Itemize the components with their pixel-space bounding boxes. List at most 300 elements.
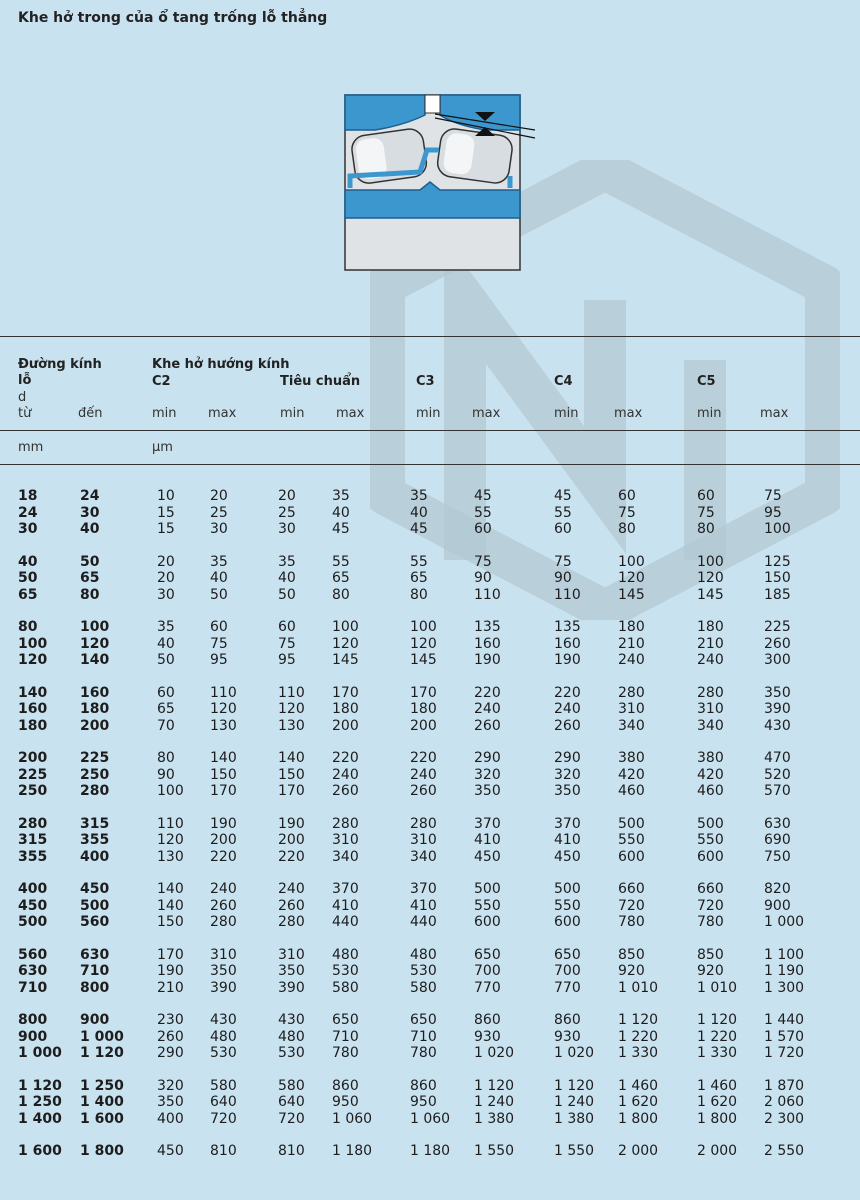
table-cell-c2-min: 110 (157, 815, 184, 832)
table-cell-normal-max: 480 (332, 946, 359, 963)
table-cell-c3-min: 200 (410, 717, 437, 734)
unit-mm: mm (18, 440, 44, 455)
table-cell-c4-min: 1 380 (554, 1110, 595, 1127)
table-cell-c4-min: 290 (554, 750, 581, 766)
table-cell-c5-max: 1 000 (764, 914, 805, 930)
table-cell-c3-min: 80 (410, 586, 428, 603)
table-cell-c5-min: 850 (697, 946, 724, 963)
table-cell-c5-min: 920 (697, 963, 724, 979)
table-cell-c3-max: 860 (474, 1012, 501, 1028)
table-cell-c2-max: 280 (210, 914, 237, 930)
table-cell-c2-max: 810 (210, 1143, 237, 1159)
table-cell-c2-max: 170 (210, 783, 237, 799)
table-cell-c3-max: 700 (474, 963, 501, 979)
table-cell-c2-max: 150 (210, 766, 237, 783)
table-cell-c4-max: 240 (618, 652, 645, 668)
table-cell-c2-max: 200 (210, 832, 237, 848)
group-c5: C5 (697, 374, 716, 389)
table-cell-c4-max: 920 (618, 963, 645, 979)
table-cell-c4-max: 780 (618, 914, 645, 930)
table-cell-c4-max: 145 (618, 586, 645, 603)
table-cell-normal-min: 220 (278, 848, 305, 865)
table-cell-c4-max: 500 (618, 815, 645, 832)
table-cell-c2-max: 75 (210, 635, 228, 652)
table-cell-c4-min: 1 120 (554, 1077, 595, 1094)
table-cell-c3-min: 100 (410, 619, 437, 635)
table-cell-c3-min: 45 (410, 521, 428, 537)
table-cell-c3-min: 780 (410, 1045, 437, 1061)
table-cell-c3-min: 145 (410, 652, 437, 668)
table-cell-c5-max: 430 (764, 717, 791, 734)
table-cell-c3-max: 450 (474, 848, 501, 865)
table-cell-normal-min: 350 (278, 963, 305, 979)
bore-symbol: d (18, 390, 27, 405)
table-cell-normal-max: 180 (332, 701, 359, 717)
table-cell-c4-min: 90 (554, 570, 572, 586)
table-cell-bore-to: 80 (80, 586, 100, 603)
table-cell-c5-min: 550 (697, 832, 724, 848)
table-cell-c4-max: 280 (618, 684, 645, 701)
table-cell-bore-to: 250 (80, 766, 110, 783)
table-cell-c4-min: 500 (554, 881, 581, 897)
table-cell-c4-min: 450 (554, 848, 581, 865)
max-label: max (614, 406, 643, 421)
table-cell-c2-max: 260 (210, 897, 237, 914)
table-cell-bore-from: 315 (18, 832, 48, 848)
table-cell-c2-min: 260 (157, 1028, 184, 1045)
table-cell-c2-min: 150 (157, 914, 184, 930)
table-cell-c4-min: 160 (554, 635, 581, 652)
table-cell-c4-max: 550 (618, 832, 645, 848)
table-cell-bore-to: 225 (80, 750, 110, 766)
table-cell-c2-max: 390 (210, 979, 237, 996)
min-label: min (554, 406, 579, 421)
table-cell-bore-from: 250 (18, 783, 48, 799)
table-cell-c3-min: 310 (410, 832, 437, 848)
table-cell-c2-max: 220 (210, 848, 237, 865)
table-cell-c2-min: 60 (157, 684, 175, 701)
table-cell-c3-min: 260 (410, 783, 437, 799)
min-label: min (416, 406, 441, 421)
table-cell-c5-max: 1 440 (764, 1012, 805, 1028)
table-cell-c5-max: 95 (764, 504, 782, 521)
table-cell-normal-max: 860 (332, 1077, 359, 1094)
table-cell-c5-min: 60 (697, 488, 715, 504)
table-cell-c5-min: 1 800 (697, 1110, 738, 1127)
table-cell-c3-min: 650 (410, 1012, 437, 1028)
table-cell-normal-max: 55 (332, 553, 350, 570)
table-cell-normal-max: 120 (332, 635, 359, 652)
table-cell-c3-max: 320 (474, 766, 501, 783)
table-cell-bore-to: 180 (80, 701, 110, 717)
table-cell-normal-min: 75 (278, 635, 296, 652)
table-cell-c2-max: 40 (210, 570, 228, 586)
table-cell-c5-max: 1 190 (764, 963, 805, 979)
table-cell-normal-min: 40 (278, 570, 296, 586)
page-title: Khe hở trong của ổ tang trống lỗ thẳng (18, 10, 328, 26)
table-cell-bore-to: 50 (80, 553, 100, 570)
table-cell-c2-min: 65 (157, 701, 175, 717)
table-cell-c2-min: 400 (157, 1110, 184, 1127)
table-cell-bore-to: 65 (80, 570, 100, 586)
table-cell-c5-max: 2 060 (764, 1094, 805, 1110)
table-cell-c4-min: 930 (554, 1028, 581, 1045)
table-cell-normal-max: 65 (332, 570, 350, 586)
table-cell-c4-min: 110 (554, 586, 581, 603)
table-cell-bore-from: 1 120 (18, 1077, 62, 1094)
table-cell-c3-max: 90 (474, 570, 492, 586)
table-cell-c5-max: 185 (764, 586, 791, 603)
table-cell-c2-min: 290 (157, 1045, 184, 1061)
table-cell-c3-min: 580 (410, 979, 437, 996)
table-cell-bore-from: 1 400 (18, 1110, 62, 1127)
table-cell-normal-max: 340 (332, 848, 359, 865)
table-cell-c4-min: 135 (554, 619, 581, 635)
table-cell-bore-from: 1 600 (18, 1143, 62, 1159)
table-cell-c2-min: 15 (157, 521, 175, 537)
units-rule (0, 464, 860, 465)
table-cell-normal-max: 650 (332, 1012, 359, 1028)
table-cell-c3-max: 1 550 (474, 1143, 515, 1159)
table-cell-normal-min: 25 (278, 504, 296, 521)
table-cell-c5-min: 120 (697, 570, 724, 586)
table-cell-normal-min: 390 (278, 979, 305, 996)
table-cell-c4-max: 460 (618, 783, 645, 799)
table-cell-normal-max: 200 (332, 717, 359, 734)
table-cell-bore-to: 100 (80, 619, 110, 635)
table-cell-c4-min: 410 (554, 832, 581, 848)
table-cell-bore-to: 40 (80, 521, 100, 537)
table-cell-normal-min: 130 (278, 717, 305, 734)
table-cell-normal-min: 480 (278, 1028, 305, 1045)
table-cell-c4-min: 1 550 (554, 1143, 595, 1159)
table-cell-c5-max: 750 (764, 848, 791, 865)
table-cell-normal-min: 110 (278, 684, 305, 701)
table-cell-bore-to: 560 (80, 914, 110, 930)
table-cell-c5-min: 780 (697, 914, 724, 930)
table-cell-normal-min: 260 (278, 897, 305, 914)
table-cell-bore-to: 1 000 (80, 1028, 124, 1045)
table-cell-c4-max: 1 800 (618, 1110, 659, 1127)
table-cell-c3-max: 500 (474, 881, 501, 897)
table-cell-c2-max: 35 (210, 553, 228, 570)
table-cell-bore-from: 65 (18, 586, 38, 603)
table-cell-bore-to: 1 250 (80, 1077, 124, 1094)
table-cell-c2-min: 140 (157, 881, 184, 897)
table-cell-c5-max: 570 (764, 783, 791, 799)
bore-diameter-label: Đường kính (18, 357, 102, 372)
table-cell-c5-min: 75 (697, 504, 715, 521)
table-cell-c4-max: 2 000 (618, 1143, 659, 1159)
table-cell-c3-max: 930 (474, 1028, 501, 1045)
table-cell-bore-to: 24 (80, 488, 100, 504)
table-cell-c3-max: 160 (474, 635, 501, 652)
table-cell-c5-min: 100 (697, 553, 724, 570)
table-cell-c5-min: 500 (697, 815, 724, 832)
table-cell-normal-max: 35 (332, 488, 350, 504)
table-cell-c3-min: 180 (410, 701, 437, 717)
table-cell-c5-max: 350 (764, 684, 791, 701)
bearing-cross-section-diagram (335, 90, 545, 275)
table-cell-c2-min: 90 (157, 766, 175, 783)
table-cell-c4-min: 220 (554, 684, 581, 701)
radial-clearance-label: Khe hở hướng kính (152, 357, 290, 372)
table-cell-c3-max: 75 (474, 553, 492, 570)
table-cell-c3-min: 170 (410, 684, 437, 701)
table-cell-bore-from: 630 (18, 963, 48, 979)
table-cell-bore-from: 225 (18, 766, 48, 783)
table-cell-c3-max: 1 240 (474, 1094, 515, 1110)
table-cell-bore-from: 500 (18, 914, 48, 930)
table-cell-c3-max: 260 (474, 717, 501, 734)
table-cell-c5-min: 180 (697, 619, 724, 635)
table-cell-c2-min: 230 (157, 1012, 184, 1028)
table-cell-c5-min: 460 (697, 783, 724, 799)
table-cell-c5-max: 300 (764, 652, 791, 668)
table-cell-c4-min: 190 (554, 652, 581, 668)
table-cell-c2-max: 530 (210, 1045, 237, 1061)
table-cell-bore-from: 200 (18, 750, 48, 766)
table-cell-bore-from: 180 (18, 717, 48, 734)
table-cell-c4-max: 80 (618, 521, 636, 537)
table-cell-c3-max: 110 (474, 586, 501, 603)
table-cell-bore-from: 30 (18, 521, 38, 537)
table-cell-c4-max: 660 (618, 881, 645, 897)
table-cell-c5-max: 75 (764, 488, 782, 504)
table-cell-normal-min: 190 (278, 815, 305, 832)
table-cell-c5-min: 660 (697, 881, 724, 897)
min-label: min (697, 406, 722, 421)
table-cell-c5-max: 2 300 (764, 1110, 805, 1127)
table-cell-c5-max: 1 720 (764, 1045, 805, 1061)
table-top-rule (0, 336, 860, 337)
table-cell-c5-max: 1 300 (764, 979, 805, 996)
table-cell-c5-max: 820 (764, 881, 791, 897)
table-cell-c2-min: 15 (157, 504, 175, 521)
from-label: từ (18, 406, 32, 421)
table-cell-c5-max: 225 (764, 619, 791, 635)
table-cell-c4-min: 650 (554, 946, 581, 963)
table-cell-c4-min: 45 (554, 488, 572, 504)
table-cell-c5-min: 280 (697, 684, 724, 701)
table-cell-bore-to: 710 (80, 963, 110, 979)
table-cell-c5-max: 1 570 (764, 1028, 805, 1045)
table-cell-bore-from: 400 (18, 881, 48, 897)
table-cell-c3-max: 135 (474, 619, 501, 635)
table-cell-bore-from: 800 (18, 1012, 48, 1028)
table-cell-c2-max: 430 (210, 1012, 237, 1028)
table-cell-c5-max: 690 (764, 832, 791, 848)
to-label: đến (78, 406, 103, 421)
table-cell-c2-min: 350 (157, 1094, 184, 1110)
table-cell-bore-to: 1 800 (80, 1143, 124, 1159)
table-cell-bore-from: 160 (18, 701, 48, 717)
table-cell-c4-max: 850 (618, 946, 645, 963)
bore-diameter-label-2: lỗ (18, 373, 32, 388)
table-cell-normal-max: 370 (332, 881, 359, 897)
table-cell-bore-from: 140 (18, 684, 48, 701)
table-cell-c4-min: 60 (554, 521, 572, 537)
header-rule (0, 430, 860, 431)
table-cell-normal-max: 530 (332, 963, 359, 979)
table-cell-c5-min: 2 000 (697, 1143, 738, 1159)
table-cell-bore-to: 140 (80, 652, 110, 668)
table-cell-normal-min: 170 (278, 783, 305, 799)
table-cell-c2-min: 450 (157, 1143, 184, 1159)
table-cell-c5-max: 260 (764, 635, 791, 652)
table-cell-c3-max: 1 380 (474, 1110, 515, 1127)
table-cell-c4-max: 600 (618, 848, 645, 865)
table-cell-c3-min: 40 (410, 504, 428, 521)
table-cell-bore-from: 100 (18, 635, 48, 652)
table-cell-c4-min: 600 (554, 914, 581, 930)
table-cell-c5-min: 380 (697, 750, 724, 766)
table-cell-normal-min: 200 (278, 832, 305, 848)
table-cell-c3-min: 65 (410, 570, 428, 586)
table-cell-c2-max: 130 (210, 717, 237, 734)
max-label: max (208, 406, 237, 421)
table-cell-bore-from: 1 250 (18, 1094, 62, 1110)
table-cell-c3-min: 240 (410, 766, 437, 783)
table-cell-c4-max: 1 460 (618, 1077, 659, 1094)
table-cell-c2-max: 720 (210, 1110, 237, 1127)
table-cell-normal-max: 1 060 (332, 1110, 373, 1127)
group-normal: Tiêu chuẩn (280, 374, 361, 389)
table-cell-c4-max: 720 (618, 897, 645, 914)
table-cell-c4-min: 860 (554, 1012, 581, 1028)
table-cell-c5-max: 125 (764, 553, 791, 570)
table-cell-c4-max: 120 (618, 570, 645, 586)
table-cell-c2-min: 130 (157, 848, 184, 865)
table-cell-c3-min: 55 (410, 553, 428, 570)
table-cell-bore-to: 280 (80, 783, 110, 799)
table-cell-c5-min: 420 (697, 766, 724, 783)
table-cell-c2-max: 350 (210, 963, 237, 979)
table-cell-bore-from: 280 (18, 815, 48, 832)
table-cell-bore-to: 630 (80, 946, 110, 963)
table-cell-c3-min: 35 (410, 488, 428, 504)
table-cell-c5-max: 470 (764, 750, 791, 766)
table-cell-c2-max: 20 (210, 488, 228, 504)
table-cell-c4-max: 340 (618, 717, 645, 734)
table-cell-c4-min: 700 (554, 963, 581, 979)
table-cell-c2-max: 60 (210, 619, 228, 635)
table-cell-c4-max: 1 220 (618, 1028, 659, 1045)
table-cell-c3-max: 650 (474, 946, 501, 963)
table-cell-c5-min: 1 460 (697, 1077, 738, 1094)
table-cell-c3-min: 950 (410, 1094, 437, 1110)
table-cell-c2-min: 10 (157, 488, 175, 504)
table-cell-c5-min: 1 220 (697, 1028, 738, 1045)
min-label: min (280, 406, 305, 421)
table-cell-c3-min: 340 (410, 848, 437, 865)
table-cell-c5-max: 630 (764, 815, 791, 832)
table-cell-normal-min: 720 (278, 1110, 305, 1127)
table-cell-normal-max: 145 (332, 652, 359, 668)
table-cell-normal-max: 780 (332, 1045, 359, 1061)
table-cell-c5-min: 80 (697, 521, 715, 537)
table-cell-c5-min: 720 (697, 897, 724, 914)
table-cell-normal-max: 440 (332, 914, 359, 930)
table-cell-bore-from: 355 (18, 848, 48, 865)
table-cell-bore-from: 18 (18, 488, 38, 504)
table-cell-c5-max: 150 (764, 570, 791, 586)
table-cell-bore-to: 900 (80, 1012, 110, 1028)
table-cell-normal-min: 580 (278, 1077, 305, 1094)
table-cell-bore-to: 1 120 (80, 1045, 124, 1061)
table-cell-normal-min: 60 (278, 619, 296, 635)
table-cell-c3-min: 710 (410, 1028, 437, 1045)
group-c3: C3 (416, 374, 435, 389)
table-cell-bore-to: 160 (80, 684, 110, 701)
table-cell-c4-max: 1 010 (618, 979, 659, 996)
table-cell-c2-min: 20 (157, 570, 175, 586)
table-cell-normal-max: 310 (332, 832, 359, 848)
table-cell-bore-from: 120 (18, 652, 48, 668)
table-cell-normal-min: 240 (278, 881, 305, 897)
table-cell-c4-max: 1 120 (618, 1012, 659, 1028)
table-cell-c3-max: 290 (474, 750, 501, 766)
table-cell-c4-min: 240 (554, 701, 581, 717)
table-cell-normal-min: 20 (278, 488, 296, 504)
table-cell-c4-max: 180 (618, 619, 645, 635)
table-cell-c2-min: 80 (157, 750, 175, 766)
table-cell-c5-min: 1 010 (697, 979, 738, 996)
table-cell-c5-max: 1 870 (764, 1077, 805, 1094)
table-cell-c4-max: 420 (618, 766, 645, 783)
table-cell-bore-from: 900 (18, 1028, 48, 1045)
table-cell-c2-max: 50 (210, 586, 228, 603)
table-cell-c2-min: 70 (157, 717, 175, 734)
table-cell-c4-min: 1 020 (554, 1045, 595, 1061)
table-cell-c2-min: 35 (157, 619, 175, 635)
table-cell-c3-max: 45 (474, 488, 492, 504)
table-cell-c2-max: 110 (210, 684, 237, 701)
table-cell-c2-min: 320 (157, 1077, 184, 1094)
table-cell-normal-max: 240 (332, 766, 359, 783)
table-cell-bore-to: 30 (80, 504, 100, 521)
table-cell-normal-min: 280 (278, 914, 305, 930)
table-cell-c4-max: 1 620 (618, 1094, 659, 1110)
table-cell-c3-min: 370 (410, 881, 437, 897)
table-cell-c2-min: 40 (157, 635, 175, 652)
table-cell-c4-min: 320 (554, 766, 581, 783)
table-cell-c3-max: 1 120 (474, 1077, 515, 1094)
table-cell-normal-min: 50 (278, 586, 296, 603)
table-cell-c2-min: 120 (157, 832, 184, 848)
table-cell-normal-min: 150 (278, 766, 305, 783)
table-cell-bore-to: 355 (80, 832, 110, 848)
table-cell-c4-max: 100 (618, 553, 645, 570)
table-cell-normal-min: 35 (278, 553, 296, 570)
table-cell-c5-max: 900 (764, 897, 791, 914)
table-cell-normal-max: 40 (332, 504, 350, 521)
table-cell-c2-min: 210 (157, 979, 184, 996)
table-cell-c3-max: 770 (474, 979, 501, 996)
table-cell-c2-max: 25 (210, 504, 228, 521)
table-cell-c4-min: 370 (554, 815, 581, 832)
max-label: max (760, 406, 789, 421)
table-cell-c3-max: 55 (474, 504, 492, 521)
group-c2: C2 (152, 374, 171, 389)
table-cell-c4-max: 380 (618, 750, 645, 766)
table-cell-c3-max: 60 (474, 521, 492, 537)
table-cell-c5-min: 1 330 (697, 1045, 738, 1061)
table-cell-c2-max: 640 (210, 1094, 237, 1110)
table-cell-normal-min: 310 (278, 946, 305, 963)
table-cell-normal-min: 140 (278, 750, 305, 766)
table-cell-c3-max: 410 (474, 832, 501, 848)
